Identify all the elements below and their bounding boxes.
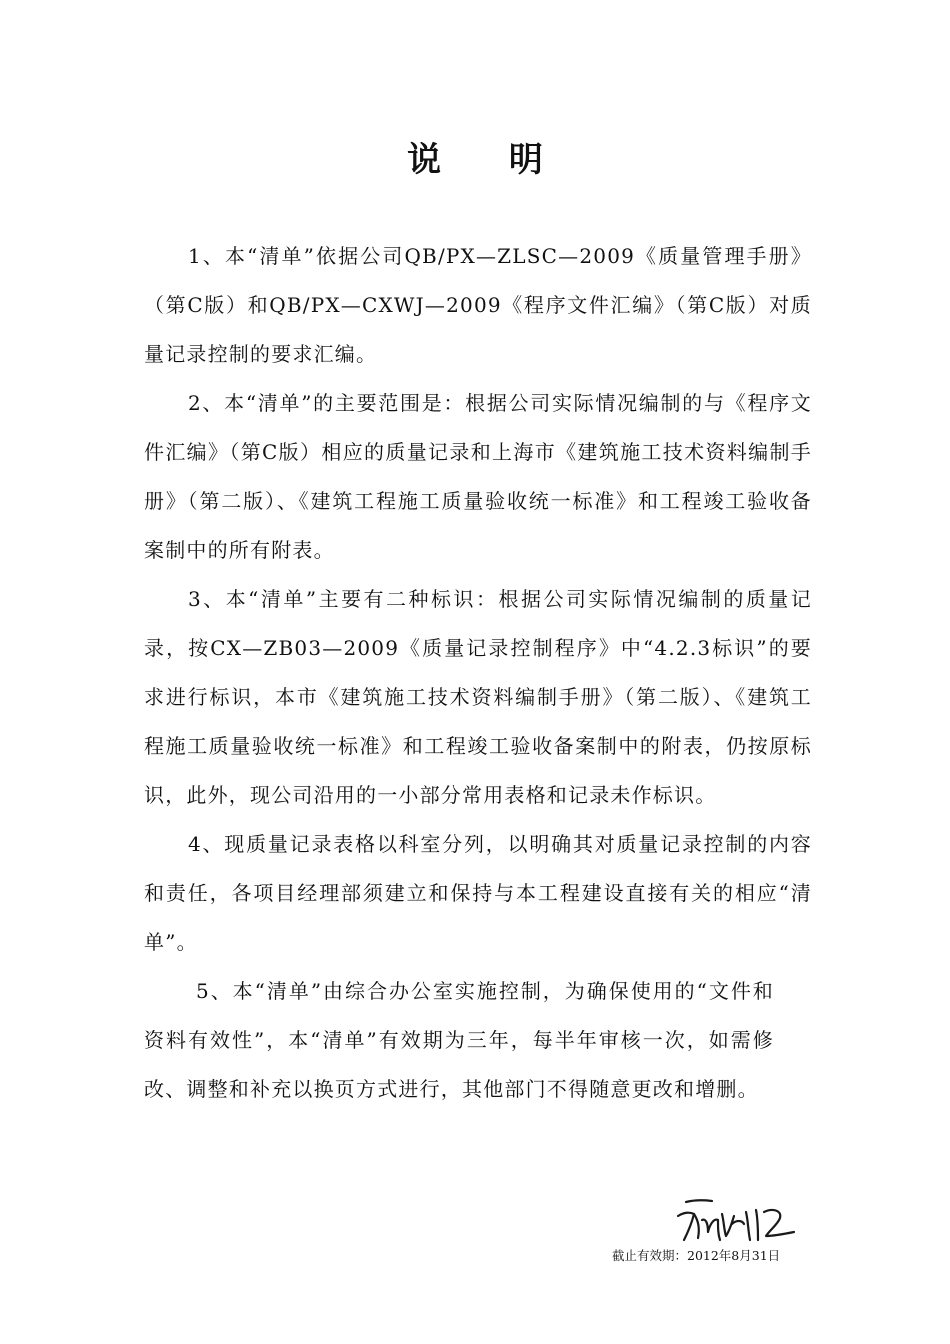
paragraph-3: 3、本“清单”主要有二种标识：根据公司实际情况编制的质量记录，按CX—ZB03—2009《质量记录控制程序》中“4.2.3标识”的要求进行标识，本市《建筑施工技术资料编制手册》（第二版）、《建筑工程施工质量验收统一标准》和工程竣工验收备案制中的附表，仍按原标识，此外，现公司沿用的一小部分常用表格和记录未作标识。 <box>144 587 812 807</box>
document-title: 说 明 <box>407 140 571 180</box>
paragraph-4: 4、现质量记录表格以科室分列，以明确其对质量记录控制的内容和责任，各项目经理部须建立和保持与本工程建设直接有关的相应“清单”。 <box>144 832 812 954</box>
handwritten-signature <box>672 1190 802 1248</box>
paragraph-1: 1、本“清单”依据公司QB/PX—ZLSC—2009《质量管理手册》（第C版）和QB/PX—CXWJ—2009《程序文件汇编》（第C版）对质量记录控制的要求汇编。 <box>144 244 812 366</box>
paragraph-5: 5、本“清单”由综合办公室实施控制，为确保使用的“文件和资料有效性”，本“清单”有效期为三年，每半年审核一次，如需修改、调整和补充以换页方式进行，其他部门不得随意更改和增删。 <box>144 979 774 1101</box>
document-body <box>144 232 812 1114</box>
paragraph-2: 2、本“清单”的主要范围是：根据公司实际情况编制的与《程序文件汇编》（第C版）相应的质量记录和上海市《建筑施工技术资料编制手册》（第二版）、《建筑工程施工质量验收统一标准》和工程竣工验收备案制中的所有附表。 <box>144 391 812 562</box>
expiry-note: 截止有效期：2012年8月31日 <box>612 1248 781 1263</box>
